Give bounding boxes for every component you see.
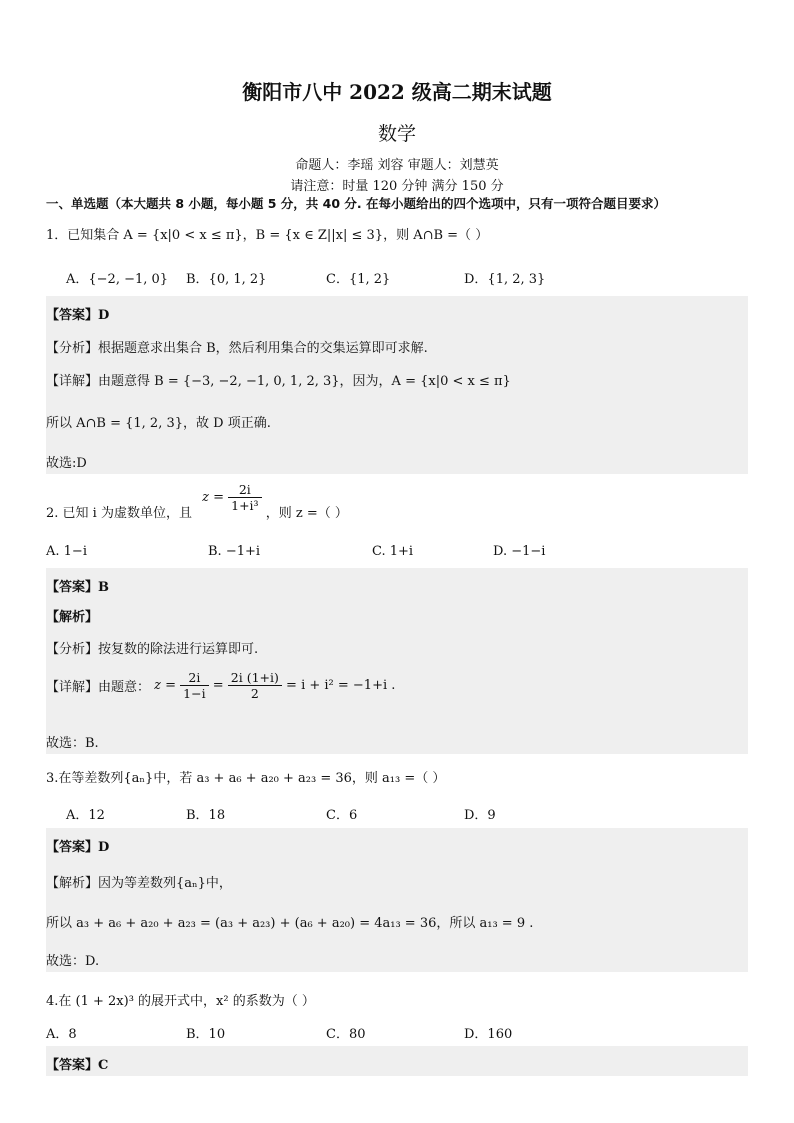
q2-f1-numerator: 2i [188,670,201,685]
q1-analysis: 【分析】根据题意求出集合 B，然后利用集合的交集运算即可求解. [46,341,428,356]
q4-option-d: D．160 [464,1027,513,1042]
q2-stem-suffix: ，则 z =（ ） [265,506,348,521]
q1-option-d: D．{1, 2, 3} [464,272,546,287]
q3-option-a: A．12 [66,808,105,823]
q2-frac-numerator: 2i [238,482,251,497]
q1-option-b: B．{0, 1, 2} [186,272,267,287]
question-1-stem: 1．已知集合 A = {x|0 < x ≤ π}，B = {x ∈ Z||x| ≤ 3}，则 A∩B =（ ） [46,228,489,243]
q3-answer-box [46,828,748,972]
q2-detail-frac1 [180,670,208,701]
q4-answer-box [46,1046,748,1076]
q2-choice: 故选：B. [46,736,99,751]
q2-stem-prefix: 2. 已知 i 为虚数单位，且 [46,506,192,521]
section-heading: 一、单选题（本大题共 8 小题，每小题 5 分，共 40 分. 在每小题给出的四个选项中，只有一项符合题目要求） [46,196,667,211]
q3-option-b: B．18 [186,808,226,823]
q2-f1-denominator: 1−i [180,685,208,701]
question-4-stem: 4.在 (1 + 2x)³ 的展开式中，x² 的系数为（ ） [46,994,315,1009]
q2-detail-eq: = [212,678,224,693]
q1-option-c: C．{1, 2} [326,272,391,287]
page-title: 衡阳市八中 2022 级高二期末试题 [242,80,552,104]
q2-f2-numerator: 2i (1+i) [230,670,279,685]
q2-answer-box [46,568,748,754]
q1-choice: 故选:D [46,456,87,471]
subject-title: 数学 [377,123,416,145]
q4-option-c: C．80 [326,1027,366,1042]
q2-detail-z: z = [154,678,177,693]
q2-frac-denominator: 1+i³ [228,497,261,513]
q3-analysis: 【解析】因为等差数列{aₙ}中， [46,876,232,891]
q2-fraction [228,482,261,513]
q2-f2-denominator: 2 [228,685,282,701]
question-3-stem: 3.在等差数列{aₙ}中，若 a₃ + a₆ + a₂₀ + a₂₃ = 36，则 a₁₃ =（ ） [46,771,446,786]
q3-detail: 所以 a₃ + a₆ + a₂₀ + a₂₃ = (a₃ + a₂₃) + (a₆ + a₂₀) = 4a₁₃ = 36，所以 a₁₃ = 9 . [46,916,534,931]
q2-detail [46,670,395,701]
q1-answer: 【答案】D [46,308,110,323]
q2-detail-prefix: 【详解】由题意： [46,680,151,695]
q2-option-a: A. 1−i [46,544,87,559]
q2-option-b: B. −1+i [208,544,261,559]
q4-option-b: B．10 [186,1027,226,1042]
q2-option-d: D. −1−i [493,544,546,559]
q2-z-label: z = [202,490,224,505]
q3-option-c: C．6 [326,808,358,823]
q2-answer: 【答案】B [46,580,109,595]
q2-jiexi: 【解析】 [46,610,99,625]
q3-choice: 故选：D. [46,954,100,969]
q2-detail-frac2 [228,670,282,701]
q4-option-a: A．8 [46,1027,77,1042]
authors-line: 命题人：李瑶 刘容 审题人：刘慧英 [295,158,499,173]
notice-line: 请注意：时量 120 分钟 满分 150 分 [290,179,504,194]
q4-answer: 【答案】C [46,1058,109,1073]
q3-option-d: D．9 [464,808,496,823]
q2-option-c: C. 1+i [372,544,414,559]
q1-option-a: A．{−2, −1, 0} [66,272,169,287]
q1-conclusion: 所以 A∩B = {1, 2, 3}，故 D 项正确. [46,416,271,431]
question-2-stem [46,482,348,521]
q2-detail-tail: = i + i² = −1+i . [286,678,396,693]
q3-answer: 【答案】D [46,840,110,855]
q2-analysis: 【分析】按复数的除法进行运算即可. [46,642,259,657]
q1-detail: 【详解】由题意得 B = {−3, −2, −1, 0, 1, 2, 3}，因为，A = {x|0 < x ≤ π} [46,374,511,389]
